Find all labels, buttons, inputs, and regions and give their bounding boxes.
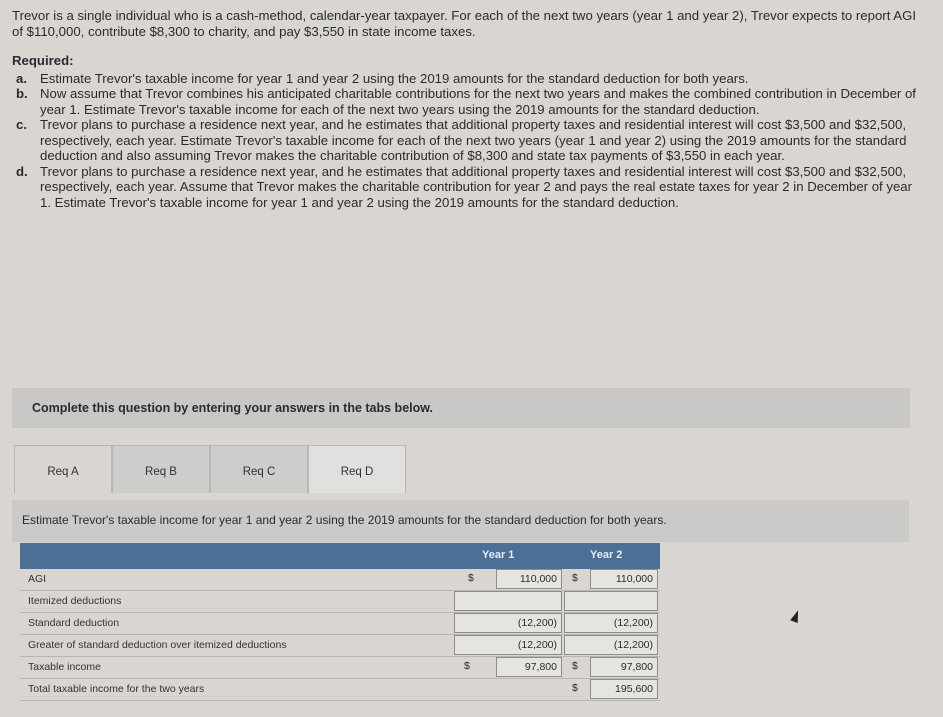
problem-intro: Trevor is a single individual who is a cash-method, calendar-year taxpayer. For each of the next two years (year 1 and year 2), Trevor expects to report AGI of $110,000, contribute $8,300 to charity, and pay $3,550 in state income taxes. (12, 8, 917, 39)
tab-req-d[interactable]: Req D (308, 445, 406, 493)
taxable-year1-input[interactable]: 97,800 (496, 657, 562, 677)
tab-req-b[interactable]: Req B (112, 445, 210, 493)
itemized-year2-input[interactable] (564, 591, 658, 611)
row-greater: Greater of standard deduction over itemized deductions (12,200) (12,200) (20, 635, 660, 657)
tab-req-a[interactable]: Req A (14, 445, 112, 493)
requirement-b: b. Now assume that Trevor combines his anticipated charitable contributions for the next two years and makes the combined contribution in December of year 1. Estimate Trevor's taxable income for each of the next two years using the 2019 amounts for the standard deduction. (16, 86, 916, 117)
greater-year1-input[interactable]: (12,200) (454, 635, 562, 655)
row-agi: AGI $ 110,000 $ 110,000 (20, 569, 660, 591)
tab-instruction: Estimate Trevor's taxable income for year 1 and year 2 using the 2019 amounts for the standard deduction for both years. (12, 500, 909, 542)
requirement-d: d. Trevor plans to purchase a residence next year, and he estimates that additional property taxes and residential interest will cost $3,500 and $32,500, respectively, each year. Assume that Trevor makes the charitable contribution for year 2 and pays the real estate taxes for year 2 in December of year 1. Estimate Trevor's taxable income for year 1 and year 2 using the 2019 amounts for the standard deduction. (16, 163, 913, 210)
answer-table (20, 543, 660, 713)
row-total: Total taxable income for the two years $ 195,600 (20, 679, 660, 701)
row-standard: Standard deduction (12,200) (12,200) (20, 613, 660, 635)
table-header (20, 543, 660, 569)
tab-req-c[interactable]: Req C (210, 445, 308, 493)
requirement-tabs (14, 445, 406, 493)
year2-header: Year 2 (590, 549, 623, 561)
requirement-c: c. Trevor plans to purchase a residence next year, and he estimates that additional property taxes and residential interest will cost $3,500 and $32,500, respectively, each year. Estimate Trevor's taxable income for each of the next two years (year 1 and year 2) using the 2019 amounts for the standard deduction and also assuming Trevor makes the charitable contribution of $8,300 and state tax payments of $3,550 in each year. (16, 117, 907, 163)
row-taxable: Taxable income $ 97,800 $ 97,800 (20, 657, 660, 679)
total-taxable-input[interactable]: 195,600 (590, 679, 658, 699)
taxable-year2-input[interactable]: 97,800 (590, 657, 658, 677)
standard-year2-input[interactable]: (12,200) (564, 613, 658, 633)
complete-question-banner: Complete this question by entering your answers in the tabs below. (12, 388, 910, 428)
problem-statement (12, 8, 917, 210)
year1-header: Year 1 (482, 549, 515, 561)
requirement-a: a. Estimate Trevor's taxable income for year 1 and year 2 using the 2019 amounts for the standard deduction for both years. (16, 70, 749, 86)
row-itemized: Itemized deductions (20, 591, 660, 613)
mouse-cursor-icon (790, 609, 802, 623)
agi-year1-input[interactable]: 110,000 (496, 569, 562, 589)
requirements-list (12, 71, 917, 211)
agi-year2-input[interactable]: 110,000 (590, 569, 658, 589)
standard-year1-input[interactable]: (12,200) (454, 613, 562, 633)
itemized-year1-input[interactable] (454, 591, 562, 611)
greater-year2-input[interactable]: (12,200) (564, 635, 658, 655)
required-heading: Required: (12, 53, 74, 68)
